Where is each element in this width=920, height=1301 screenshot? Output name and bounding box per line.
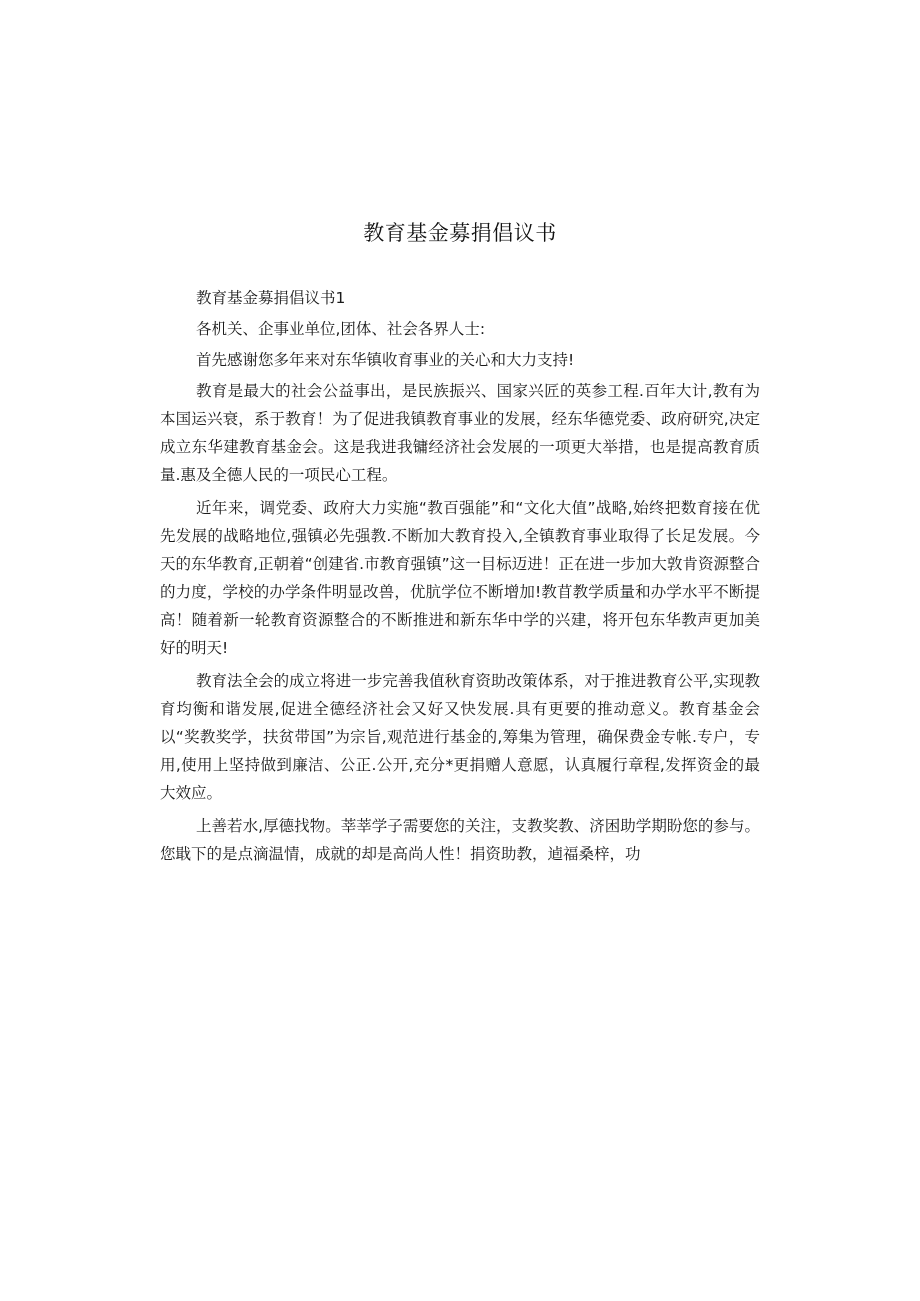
paragraph-recent-development: 近年来，调党委、政府大力实施“教百强能”和“文化大值”战略,始终把数育接在优先发展的战略地位,强镇必先强教.不断加大教育投入,全镇教育事业取得了长足发展。今天的东华教育,正朝着“创建省.市教育强镇”这一目标迈进！正在进一步加大敦肯资源整合的力度，学校的办学条件明显改兽，优肮学位不断增加!教苜教学质量和办学水平不断提高！随着新一轮教育资源整合的不断推进和新东华中学的兴建，将开包东华教声更加美好的明天! (160, 499, 760, 657)
paragraph-foundation-purpose: 教育法全会的成立将进一步完善我值秋育资助改策体系，对于推进教育公平,实现教育均衡和谐发展,促进全德经济社会又好又快发展.具有更要的推动意义。教育基金会以“奖教奖学，扶贫带国”为宗旨,观范进行基金的,筹集为管理，确保费金专帐.专户，专用,使用上坚持做到廉洁、公正.公开,充分*更捐赠人意愿，认真履行章程,发挥资金的最大效应。 (160, 672, 760, 802)
document-subtitle: 教育基金募捐倡议书1 (196, 289, 346, 307)
document-body (160, 284, 760, 873)
document-title: 教育基金募捐倡议书 (363, 221, 557, 245)
paragraph-thanks: 首先感谢您多年来对东华镇收育事业的关心和大力支持! (196, 351, 575, 369)
paragraph-education-importance: 教育是最大的社会公益事出，是民族振兴、国家兴匠的英参工程.百年大计,教有为本国运兴衰，系于教育！为了促进我镇教育事业的发展，经东华德党委、政府研究,决定成立东华建教育基金会。这是我进我镛经济社会发展的一项更大举措，也是提高教育质量.惠及全德人民的一项民心工程。 (160, 382, 760, 484)
salutation: 各机关、企事业单位,团体、社会各界人士: (196, 320, 486, 338)
paragraph-appeal: 上善若水,厚德找物。莘莘学子需要您的关注，支教奖教、济困助学期盼您的参与。您戢下的是点滴温情，成就的却是高尚人性！捐资助教，逌福桑梓，功 (160, 817, 760, 863)
